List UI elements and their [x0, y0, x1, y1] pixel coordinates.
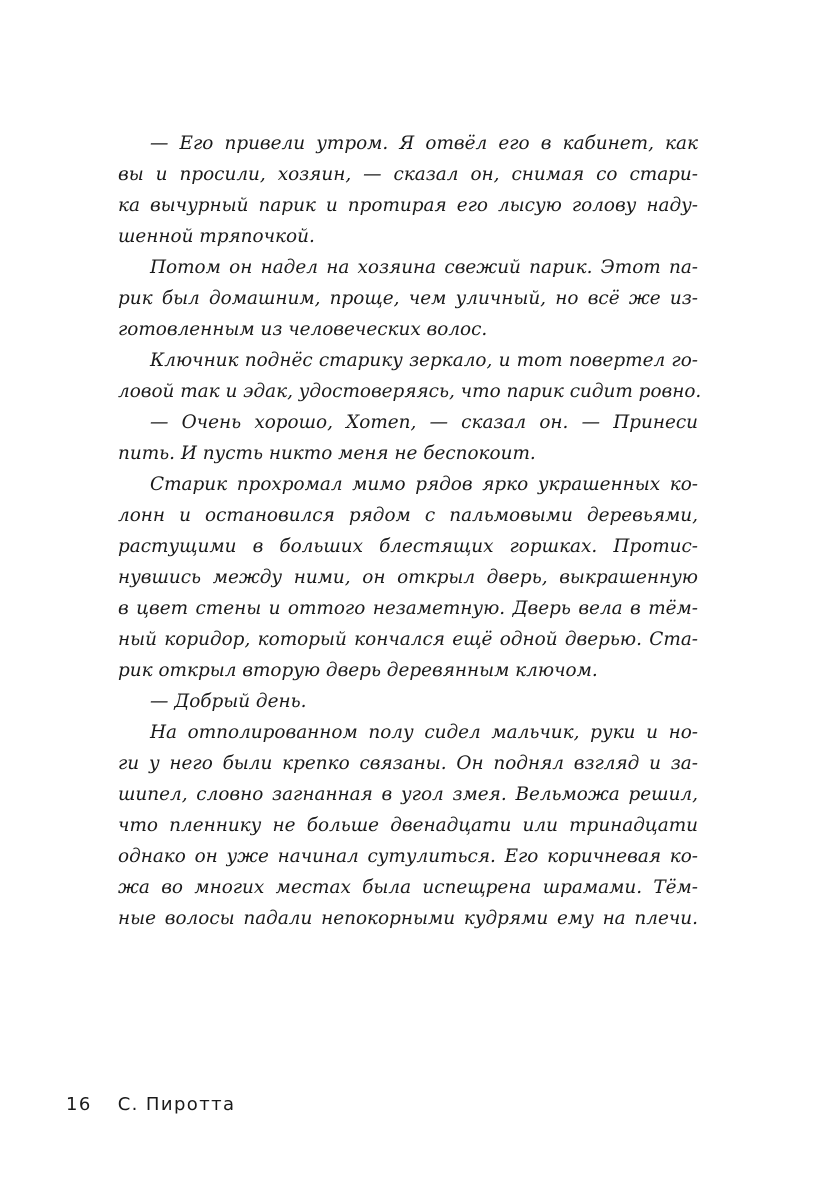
text-line: в цвет стены и оттого незаметную. Дверь вела в тём- — [118, 598, 698, 619]
text-line: ка вычурный парик и протирая его лысую голову наду- — [118, 195, 698, 216]
text-line: — Очень хорошо, Хотеп, — сказал он. — Принеси — [150, 412, 698, 433]
text-line: Потом он надел на хозяина свежий парик. Этот па- — [150, 257, 698, 278]
body-text — [118, 128, 702, 934]
text-line: вы и просили, хозяин, — сказал он, снимая со стари- — [118, 164, 698, 185]
text-line: На отполированном полу сидел мальчик, руки и но- — [150, 722, 698, 743]
text-line: ги у него были крепко связаны. Он поднял взгляд и за- — [118, 753, 698, 774]
text-line: шенной тряпочкой. — [118, 226, 315, 247]
page-footer — [66, 1094, 235, 1115]
text-line: ловой так и эдак, удостоверяясь, что парик сидит ровно. — [118, 381, 702, 402]
page-number: 16 — [66, 1094, 92, 1115]
text-line: нувшись между ними, он открыл дверь, выкрашенную — [118, 567, 698, 588]
text-line: пить. И пусть никто меня не беспокоит. — [118, 443, 536, 464]
text-line: лонн и остановился рядом с пальмовыми деревьями, — [118, 505, 698, 526]
text-line: готовленным из человеческих волос. — [118, 319, 488, 340]
text-line: что пленнику не больше двенадцати или тринадцати — [118, 815, 698, 836]
text-line: рик был домашним, проще, чем уличный, но всё же из- — [118, 288, 698, 309]
text-line: жа во многих местах была испещрена шрамами. Тём- — [118, 877, 698, 898]
text-line: однако он уже начинал сутулиться. Его коричневая ко- — [118, 846, 698, 867]
text-line: Ключник поднёс старику зеркало, и тот повертел го- — [150, 350, 698, 371]
text-line: — Добрый день. — [150, 691, 307, 712]
text-line: рик открыл вторую дверь деревянным ключом. — [118, 660, 598, 681]
running-footer-author: С. Пиротта — [117, 1094, 236, 1115]
text-line: ные волосы падали непокорными кудрями ему на плечи. — [118, 908, 698, 929]
text-line: Старик прохромал мимо рядов ярко украшенных ко- — [150, 474, 698, 495]
text-line: — Его привели утром. Я отвёл его в кабинет, как — [150, 133, 698, 154]
text-line: шипел, словно загнанная в угол змея. Вельможа решил, — [118, 784, 698, 805]
text-line: растущими в больших блестящих горшках. Протис- — [118, 536, 698, 557]
text-line: ный коридор, который кончался ещё одной дверью. Ста- — [118, 629, 698, 650]
